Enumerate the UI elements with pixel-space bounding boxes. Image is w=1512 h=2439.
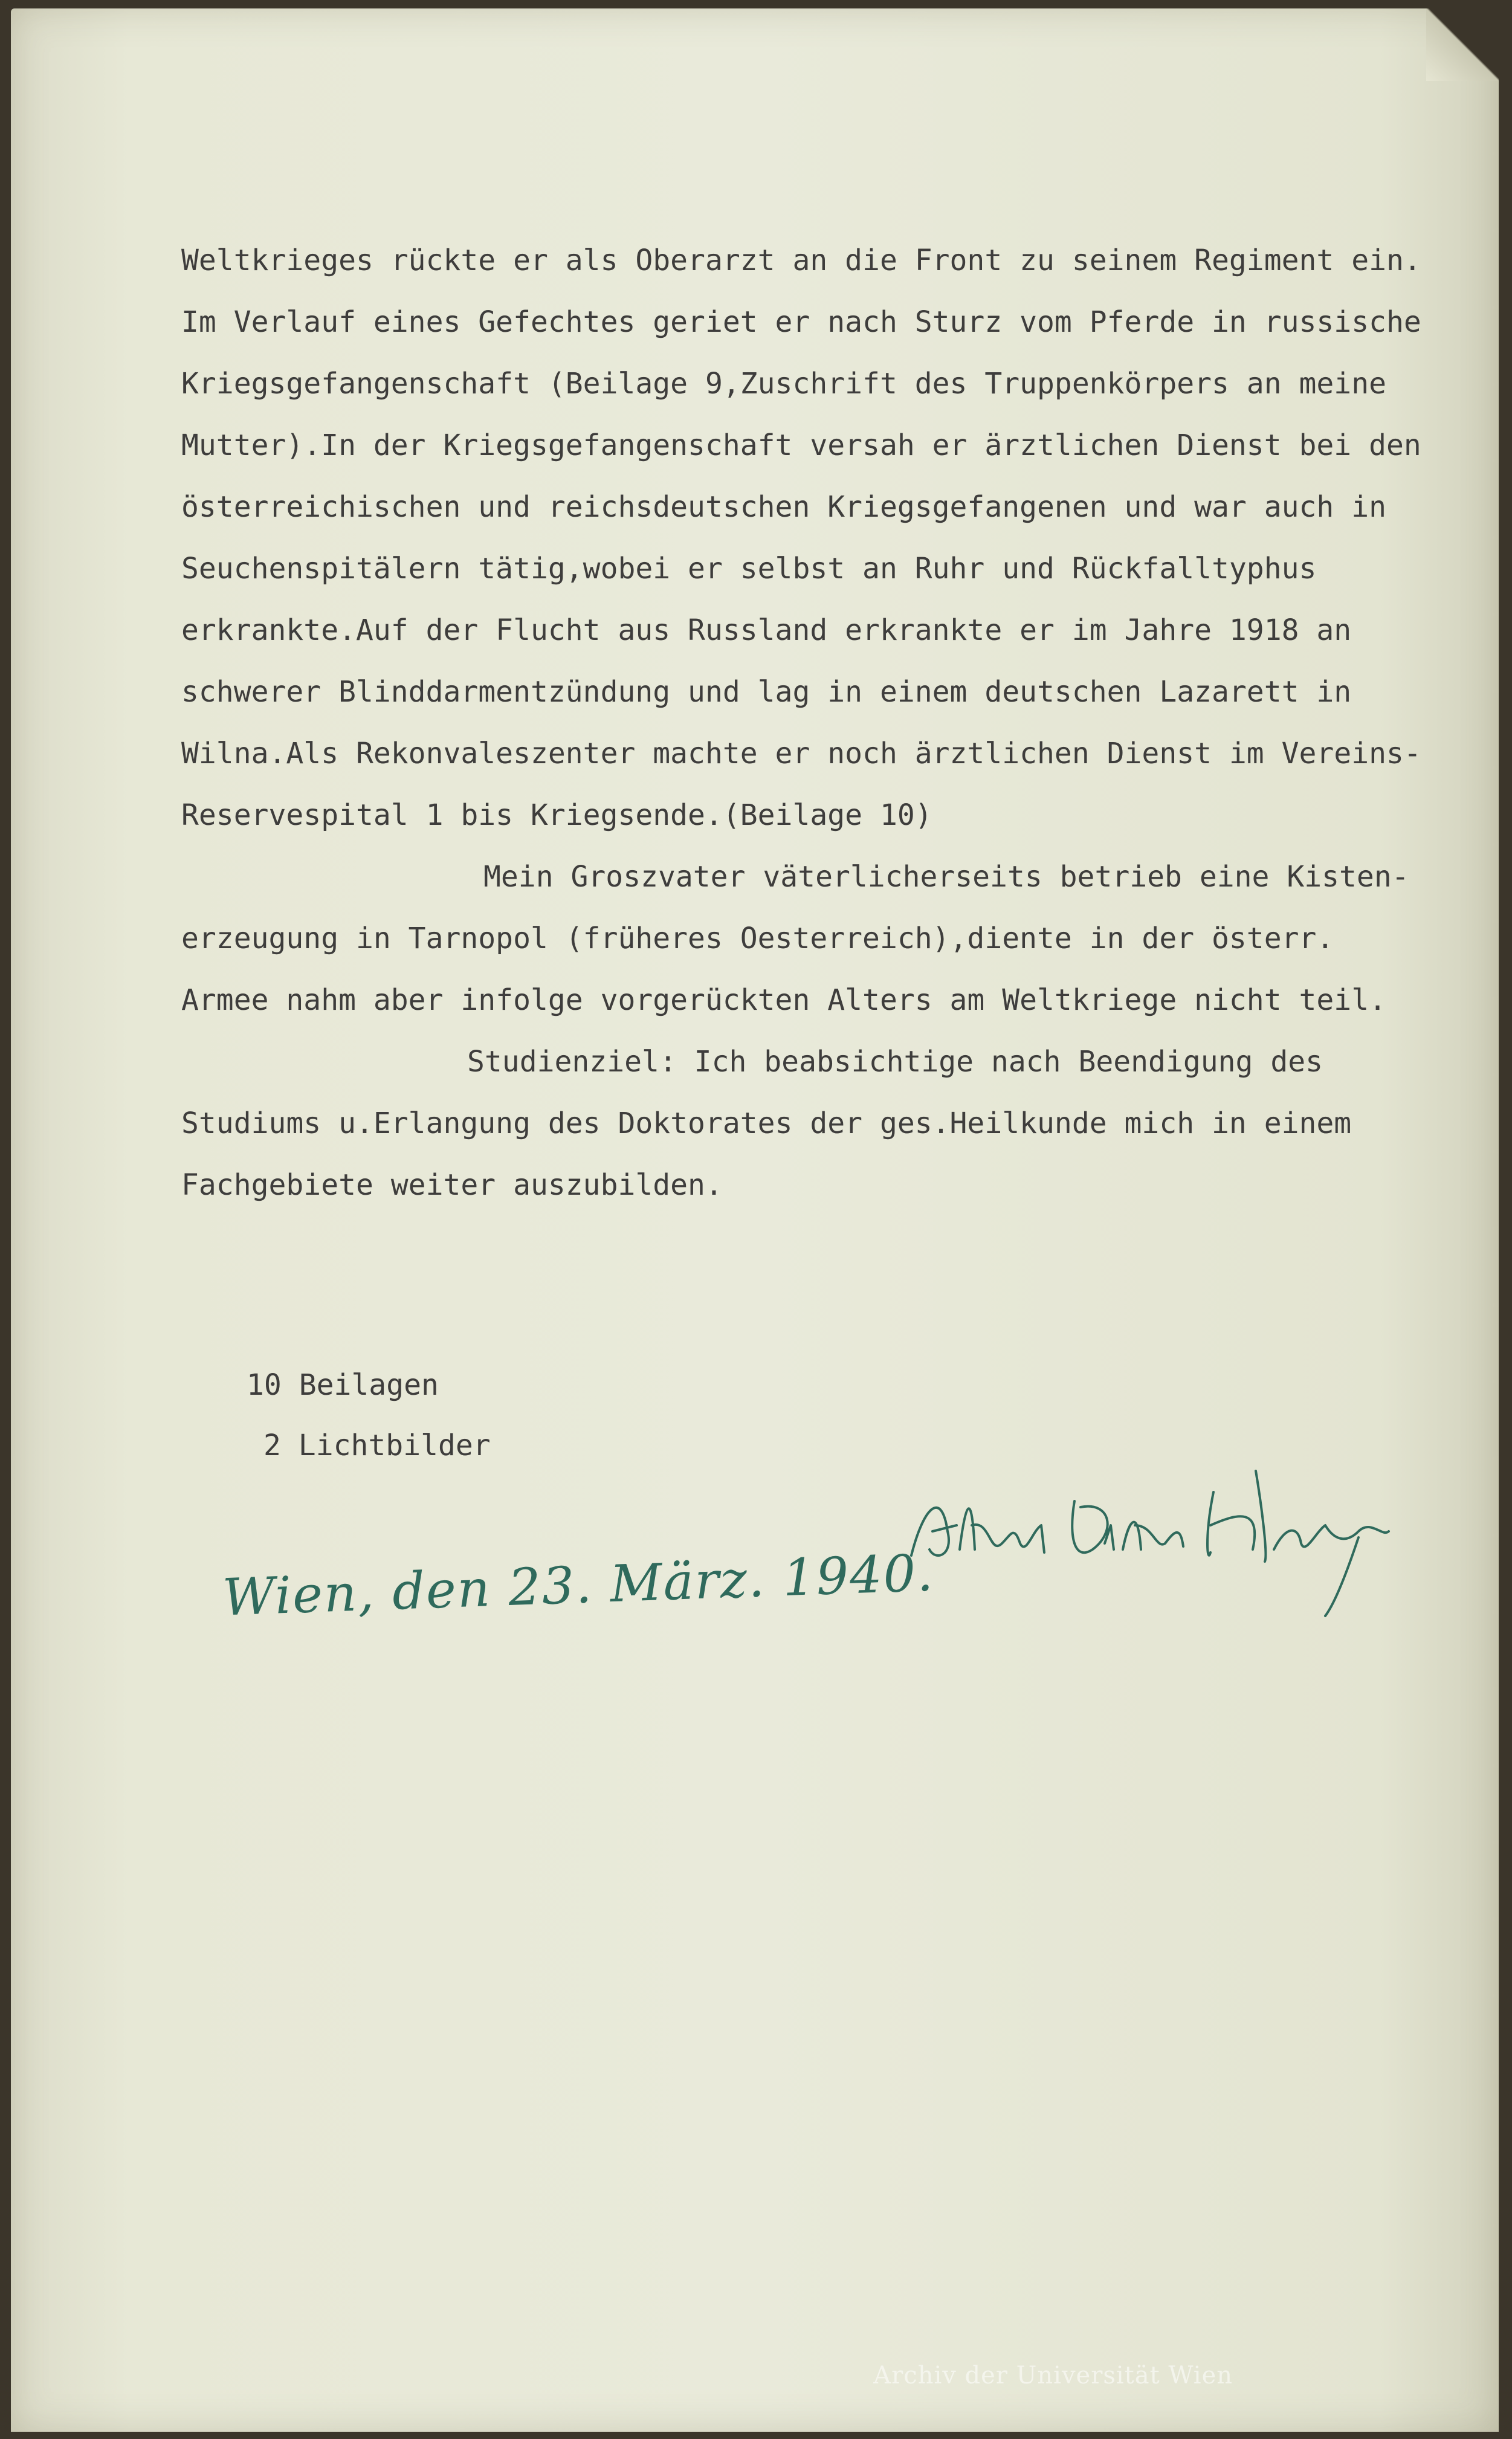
- text-line: Weltkrieges rückte er als Oberarzt an die Front zu seinem Regiment ein.: [181, 244, 1421, 277]
- text-line: Seuchenspitälern tätig,wobei er selbst an Ruhr und Rückfalltyphus: [181, 552, 1317, 586]
- text-line: österreichischen und reichsdeutschen Kriegsgefangenen und war auch in: [181, 490, 1386, 524]
- text-line: Kriegsgefangenschaft (Beilage 9,Zuschrift des Truppenkörpers an meine: [181, 367, 1386, 401]
- text-line: Wilna.Als Rekonvaleszenter machte er noch ärztlichen Dienst im Vereins-: [181, 737, 1421, 770]
- enclosure-item: 2 Lichtbilder: [263, 1429, 491, 1462]
- text-line: Studiums u.Erlangung des Doktorates der ges.Heilkunde mich in einem: [181, 1106, 1352, 1140]
- text-line: Mein Groszvater väterlicherseits betrieb eine Kisten-: [483, 860, 1409, 894]
- handwritten-date: Wien, den 23. März. 1940.: [221, 1543, 935, 1627]
- archive-watermark: Archiv der Universität Wien: [873, 2362, 1233, 2389]
- document-page: [11, 8, 1499, 2432]
- text-line: Mutter).In der Kriegsgefangenschaft versah er ärztlichen Dienst bei den: [181, 428, 1421, 462]
- text-line: Reservespital 1 bis Kriegsende.(Beilage 10): [181, 798, 932, 832]
- folded-corner: [1426, 8, 1499, 81]
- enclosure-item: 10 Beilagen: [247, 1368, 439, 1402]
- text-line: erkrankte.Auf der Flucht aus Russland erkrankte er im Jahre 1918 an: [181, 613, 1352, 647]
- enclosures-list: [247, 1355, 491, 1476]
- text-line: Fachgebiete weiter auszubilden.: [181, 1168, 723, 1202]
- text-line: Im Verlauf eines Gefechtes geriet er nach Sturz vom Pferde in russische: [181, 305, 1421, 339]
- text-line: Armee nahm aber infolge vorgerückten Alters am Weltkriege nicht teil.: [181, 983, 1386, 1017]
- text-line: schwerer Blinddarmentzündung und lag in einem deutschen Lazarett in: [181, 675, 1352, 709]
- text-line: erzeugung in Tarnopol (früheres Oesterreich),diente in der österr.: [181, 922, 1334, 955]
- text-line: Studienziel: Ich beabsichtige nach Beendigung des: [467, 1045, 1323, 1079]
- signature: [899, 1435, 1407, 1628]
- typed-body: [181, 230, 1499, 1216]
